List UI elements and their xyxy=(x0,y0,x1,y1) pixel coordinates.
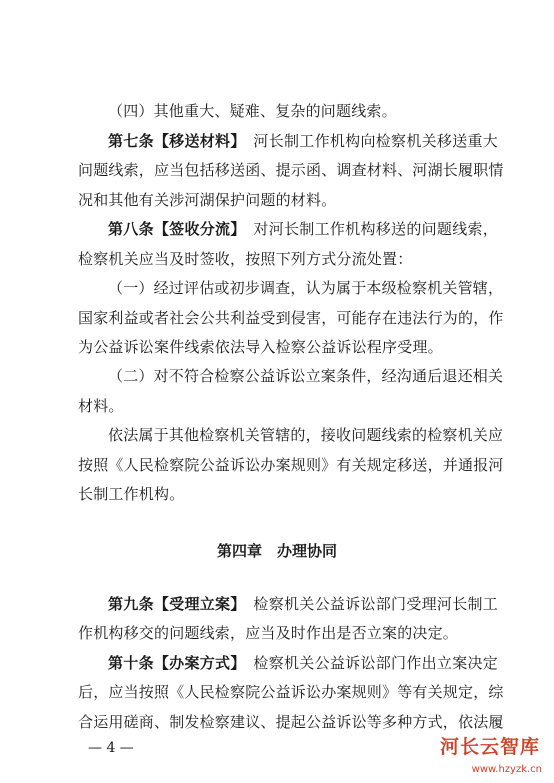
text-line: 第八条【签收分流】 对河长制工作机构移送的问题线索， xyxy=(108,220,498,238)
text-line: 第十条【办案方式】 检察机关公益诉讼部门作出立案决定 xyxy=(108,654,498,672)
article-heading: 第九条【受理立案】 xyxy=(108,595,239,613)
text-line: 第七条【移送材料】 河长制工作机构向检察机关移送重大 xyxy=(108,132,498,150)
watermark-url: www.hzyzk.cn xyxy=(471,764,542,775)
article-heading: 第十条【办案方式】 xyxy=(108,654,239,672)
text-line: 问题线索，应当包括移送函、提示函、调查材料、河湖长履职情 xyxy=(78,161,504,179)
watermark-logo: 河长云智库 xyxy=(439,736,540,758)
text-line: 按照《人民检察院公益诉讼办案规则》有关规定移送，并通报河 xyxy=(78,456,504,474)
text-line: 长制工作机构。 xyxy=(78,485,185,503)
text-line: 后，应当按照《人民检察院公益诉讼办案规则》等有关规定，综 xyxy=(78,683,504,701)
text-line: 检察机关应当及时签收，按照下列方式分流处置： xyxy=(78,250,413,268)
text-line: 作机构移交的问题线索，应当及时作出是否立案的决定。 xyxy=(78,624,459,642)
article-heading: 第七条【移送材料】 xyxy=(108,132,239,150)
article-heading: 第八条【签收分流】 xyxy=(108,220,239,238)
text-line: （四）其他重大、疑难、复杂的问题线索。 xyxy=(108,102,397,120)
text-line: 合运用磋商、制发检察建议、提起公益诉讼等多种方式，依法履 xyxy=(78,713,504,731)
text-line: （二）对不符合检察公益诉讼立案条件，经沟通后退还相关 xyxy=(108,367,504,385)
text-line: 依法属于其他检察机关管辖的，接收问题线索的检察机关应 xyxy=(108,426,504,444)
text-line: 第九条【受理立案】 检察机关公益诉讼部门受理河长制工 xyxy=(108,595,498,613)
text-line: 况和其他有关涉河湖保护问题的材料。 xyxy=(78,191,337,209)
text-line: 为公益诉讼案件线索依法导入检察公益诉讼程序受理。 xyxy=(78,338,443,356)
text-line: 材料。 xyxy=(78,397,124,415)
text-line: （一）经过评估或初步调查，认为属于本级检察机关管辖， xyxy=(108,279,504,297)
chapter-title: 第四章 办理协同 xyxy=(216,542,337,560)
text-line: 国家利益或者社会公共利益受到侵害，可能存在违法行为的，作 xyxy=(78,309,504,327)
page-number: — 4 — xyxy=(88,740,134,756)
